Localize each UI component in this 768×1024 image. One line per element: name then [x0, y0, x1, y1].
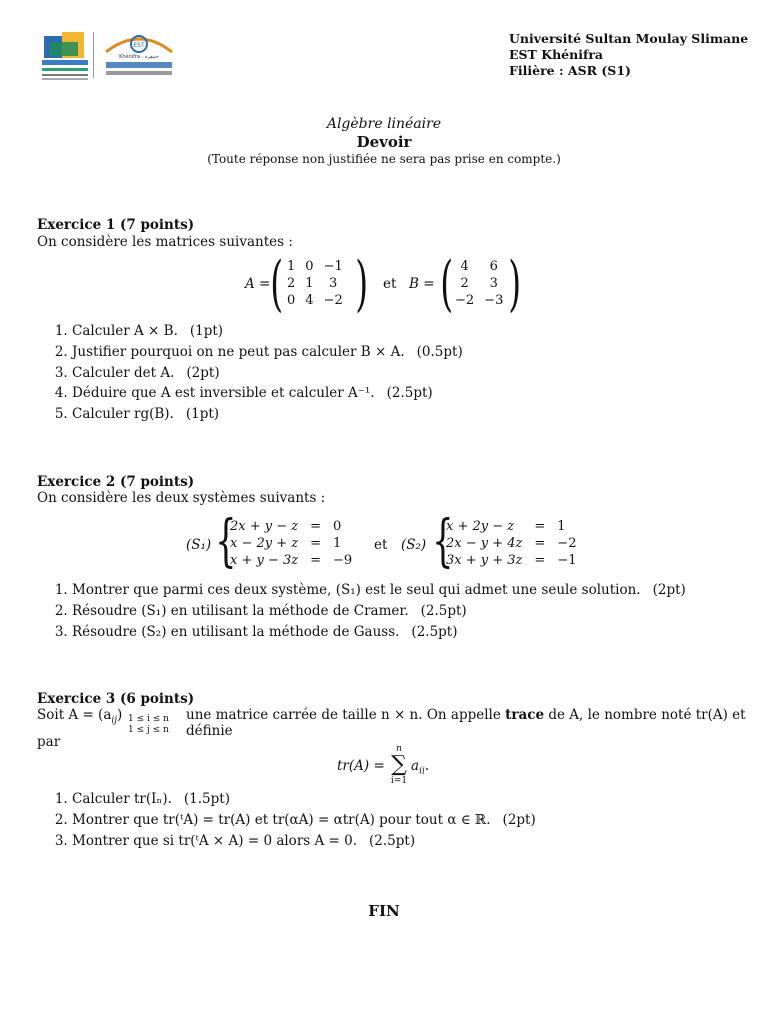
system-s1: 2x + y − z = 0 x − 2y + z = 1 x + y − 3z = −9	[230, 519, 353, 568]
exam-note: (Toute réponse non justifiée ne sera pas prise en compte.)	[207, 152, 561, 166]
exercise-2-intro: On considère les deux systèmes suivants :	[37, 490, 326, 506]
course-title: Algèbre linéaire	[326, 116, 442, 132]
right-paren: )	[508, 249, 522, 319]
university-logo	[40, 30, 90, 82]
list-item: 2. Résoudre (S₁) en utilisant la méthode de Cramer. (2.5pt)	[72, 601, 686, 622]
exercise-3-heading: Exercice 3 (6 points)	[37, 691, 195, 707]
list-item: 4. Déduire que A est inversible et calculer A⁻¹. (2.5pt)	[72, 383, 463, 404]
trace-formula-lhs: tr(A) =	[337, 758, 385, 774]
left-paren: (	[440, 249, 454, 319]
svg-text:EST: EST	[133, 42, 145, 49]
matrix-a: 1 0 −1 2 1 3 0 4 −2	[287, 259, 343, 308]
est-khenifra-logo	[100, 30, 178, 80]
left-brace: {	[215, 509, 237, 574]
system-s2: x + 2y − z = 1 2x − y + 4z = −2 3x + y + 3z = −1	[446, 519, 577, 568]
logo-separator	[93, 32, 94, 78]
trace-formula-rhs: $a_{ii}$.	[411, 758, 430, 777]
list-item: 3. Montrer que si tr(ᵗA × A) = 0 alors A = 0. (2.5pt)	[72, 831, 536, 852]
exercise-1-questions	[37, 321, 463, 425]
school-name: EST Khénifra	[509, 47, 604, 62]
exam-title: Devoir	[356, 133, 412, 151]
end-marker: FIN	[368, 902, 400, 920]
institution-block	[509, 31, 748, 79]
list-item: 2. Justifier pourquoi on ne peut pas calculer B × A. (0.5pt)	[72, 342, 463, 363]
exercise-2-questions	[37, 580, 686, 642]
exercise-3-intro: Soit $A = (a_{ij})$	[37, 707, 123, 726]
matrix-a-label: A =	[245, 276, 271, 292]
list-item: 1. Calculer A × B. (1pt)	[72, 321, 463, 342]
exercise-3-intro-end: par	[37, 734, 61, 750]
list-item: 5. Calculer rg(B). (1pt)	[72, 404, 463, 425]
exercise-1-heading: Exercice 1 (7 points)	[37, 217, 195, 233]
et-connector: et	[374, 537, 388, 553]
logo-caption: Khénifra · خنيفرة	[119, 54, 159, 60]
et-connector: et	[383, 276, 397, 292]
filiere: Filière : ASR (S1)	[509, 63, 631, 78]
list-item: 1. Calculer tr(Iₙ). (1.5pt)	[72, 789, 536, 810]
university-name: Université Sultan Moulay Slimane	[509, 31, 749, 46]
exercise-1-intro: On considère les matrices suivantes :	[37, 234, 293, 250]
exercise-2-heading: Exercice 2 (7 points)	[37, 474, 195, 490]
list-item: 2. Montrer que tr(ᵗA) = tr(A) et tr(αA) = αtr(A) pour tout α ∈ ℝ. (2pt)	[72, 810, 536, 831]
summation: n ∑ i=1	[390, 744, 408, 786]
left-paren: (	[270, 249, 284, 319]
exercise-3-questions	[37, 789, 536, 851]
matrix-b: 4 6 2 3 −2 −3	[455, 259, 504, 308]
list-item: 1. Montrer que parmi ces deux système, (S₁) est le seul qui admet une seule solution. (2pt)	[72, 580, 686, 601]
matrix-index-range: 1 ≤ i ≤ n 1 ≤ j ≤ n	[128, 714, 169, 735]
exercise-3-intro-cont: une matrice carrée de taille n × n. On appelle trace de A, le nombre noté tr(A) et définie	[186, 707, 746, 739]
system-s1-label: (S₁)	[186, 537, 212, 553]
list-item: 3. Résoudre (S₂) en utilisant la méthode de Gauss. (2.5pt)	[72, 622, 686, 643]
left-brace: {	[432, 509, 454, 574]
list-item: 3. Calculer det A. (2pt)	[72, 363, 463, 384]
right-paren: )	[355, 249, 369, 319]
matrix-b-label: B =	[409, 276, 435, 292]
system-s2-label: (S₂)	[401, 537, 427, 553]
